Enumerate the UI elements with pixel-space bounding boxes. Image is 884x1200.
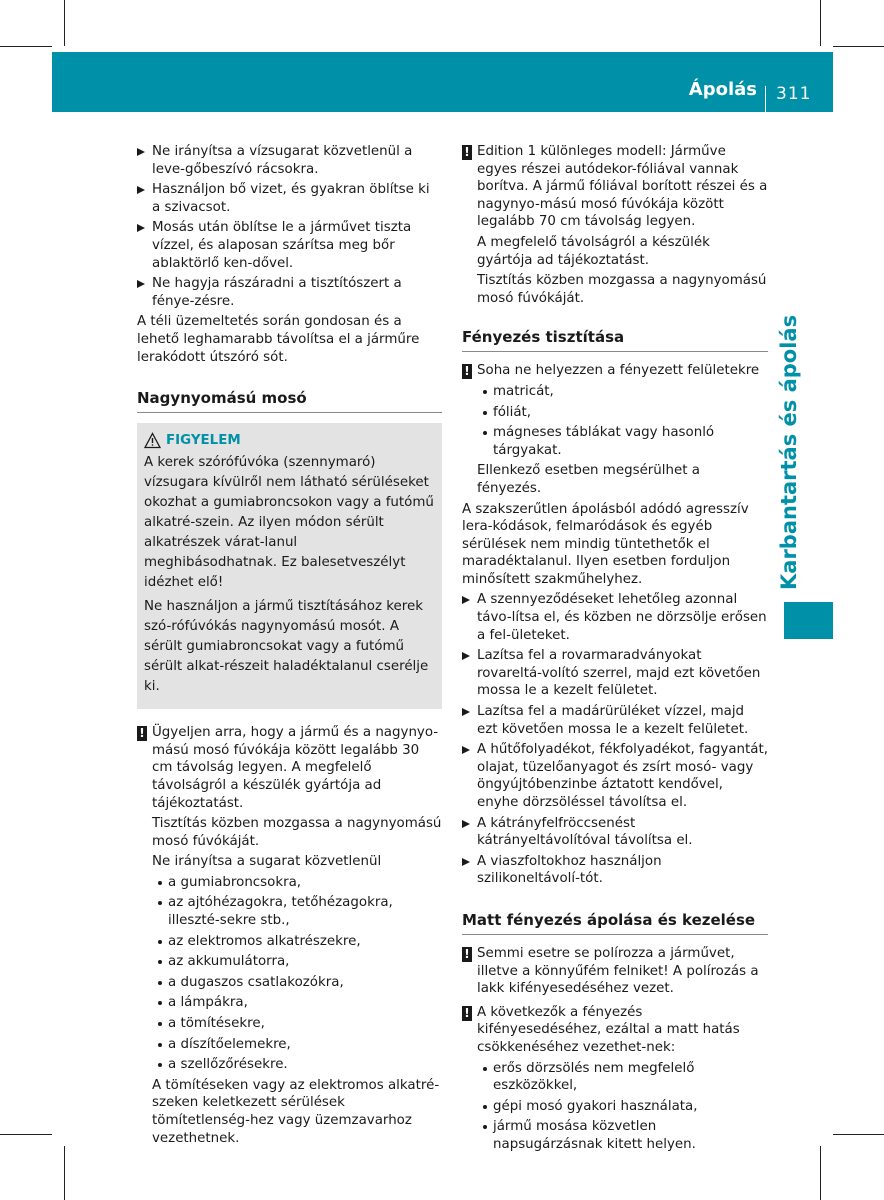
exclamation-icon: ! bbox=[462, 364, 472, 379]
triangle-bullet-icon bbox=[137, 224, 145, 232]
note-block: ! Edition 1 különleges modell: Járműve egyes részei autódekor-fóliával vannak borítva. A jármű fóliával borított részei és a nagynyo-mású mosó fúvókája között legalább 70 cm távolság legyen. A megfelelő távolságról a készülék gyártója ad tájékoztatást. Tisztítás közben mozgassa a nagynyomású mosó fúvókáját. bbox=[462, 143, 768, 307]
crop-mark bbox=[64, 0, 65, 46]
crop-mark bbox=[833, 46, 884, 47]
warning-label: FIGYELEM bbox=[166, 433, 241, 449]
exclamation-icon: ! bbox=[462, 1006, 472, 1021]
bullet-dot-icon bbox=[483, 390, 487, 394]
bullet-dot-icon bbox=[483, 411, 487, 415]
bullet-dot-icon bbox=[158, 1043, 162, 1047]
list-item: A hűtőfolyadékot, fékfolyadékot, fagyantát, olajat, tüzelőanyagot és zsírt mosó- vagy öngyújtóbenzinbe áztatott kendővel, enyhe dörzsöléssel távolítsa el. bbox=[462, 741, 768, 811]
page-number: 311 bbox=[776, 84, 812, 104]
list-item: Ne irányítsa a vízsugarat közvetlenül a leve-gőbeszívó rácsokra. bbox=[137, 143, 442, 178]
list-item: matricát, bbox=[462, 383, 768, 401]
triangle-bullet-icon bbox=[462, 708, 470, 716]
list-item: Mosás után öblítse le a járművet tiszta vízzel, és alaposan szárítsa meg bőr ablaktörlő ken-dővel. bbox=[137, 219, 442, 272]
list-item: gépi mosó gyakori használata, bbox=[462, 1098, 768, 1116]
bullet-dot-icon bbox=[158, 1063, 162, 1067]
page-header bbox=[52, 52, 833, 112]
warning-text: A kerek szórófúvóka (szennymaró) vízsugara kívülről nem látható sérüléseket okozhat a gumiabroncsokon vagy a futómű alkatré-szein. Az ilyen módon sérült alkatrészek várat-lanul meghibásodhatnak. Ez balesetveszélyt idézhet elő! bbox=[144, 455, 434, 591]
section-heading: Matt fényezés ápolása és kezelése bbox=[462, 910, 768, 935]
triangle-bullet-icon bbox=[137, 280, 145, 288]
note-block: ! Soha ne helyezzen a fényezett felületekre bbox=[462, 362, 768, 380]
exclamation-icon: ! bbox=[462, 145, 472, 160]
bullet-dot-icon bbox=[483, 1105, 487, 1109]
header-divider bbox=[765, 86, 766, 112]
section-heading: Fényezés tisztítása bbox=[462, 327, 768, 352]
list-item: az elektromos alkatrészekre, bbox=[137, 933, 442, 951]
crop-mark bbox=[820, 1146, 821, 1200]
bullet-dot-icon bbox=[158, 940, 162, 944]
crop-mark bbox=[64, 1146, 65, 1200]
list-item: jármű mosása közvetlen napsugárzásnak kitett helyen. bbox=[462, 1118, 768, 1153]
closing-paragraph: A tömítéseken vagy az elektromos alkatré-szeken keletkezett sérülések tömítetlenség-hez vagy üzemzavarhoz vezethetnek. bbox=[152, 1077, 440, 1146]
left-column bbox=[137, 143, 442, 1150]
exclamation-icon: ! bbox=[137, 726, 147, 741]
list-item: a lámpákra, bbox=[137, 994, 442, 1012]
right-column bbox=[462, 143, 768, 1157]
list-item: Ne hagyja rászáradni a tisztítószert a fénye-zésre. bbox=[137, 275, 442, 310]
list-item: Lazítsa fel a rovarmaradványokat rovareltá-volító szerrel, majd ezt követően mossa le a kezelt felületet. bbox=[462, 647, 768, 700]
triangle-bullet-icon bbox=[137, 186, 145, 194]
triangle-bullet-icon bbox=[462, 746, 470, 754]
list-item: Használjon bő vizet, és gyakran öblítse ki a szivacsot. bbox=[137, 181, 442, 216]
note-block: ! Ügyeljen arra, hogy a jármű és a nagynyo-mású mosó fúvókája között legalább 30 cm távolság legyen. A megfelelő távolságról a készülék gyártója ad tájékoztatást. Tisztítás közben mozgassa a nagynyomású mosó fúvókáját. Ne irányítsa a sugarat közvetlenül bbox=[137, 724, 442, 871]
list-item: a tömítésekre, bbox=[137, 1015, 442, 1033]
list-item: erős dörzsölés nem megfelelő eszközökkel, bbox=[462, 1060, 768, 1095]
warning-text: Ne használjon a jármű tisztításához kerek szó-rófúvókás nagynyomású mosót. A sérült gumiabroncsokat vagy a futómű sérült alkat-részeit haladéktalanul cserélje ki. bbox=[144, 599, 429, 695]
bullet-dot-icon bbox=[158, 1022, 162, 1026]
crop-mark bbox=[820, 0, 821, 46]
list-item: a szellőzőrésekre. bbox=[137, 1056, 442, 1074]
triangle-bullet-icon bbox=[462, 858, 470, 866]
bullet-dot-icon bbox=[483, 431, 487, 435]
page-title: Ápolás bbox=[688, 79, 757, 100]
list-item: Lazítsa fel a madárürüléket vízzel, majd ezt követően mossa le a kezelt felületet. bbox=[462, 703, 768, 738]
triangle-bullet-icon bbox=[137, 148, 145, 156]
list-item: az akkumulátorra, bbox=[137, 953, 442, 971]
bullet-dot-icon bbox=[158, 881, 162, 885]
triangle-bullet-icon bbox=[462, 596, 470, 604]
crop-mark bbox=[833, 1134, 884, 1135]
damage-paragraph: A szakszerűtlen ápolásból adódó agresszív lera-kódások, felmaródások és egyéb sérülések nem mindig tüntethetők el maradéktalanul. Ilyen esetben forduljon minősített szakműhelyhez. bbox=[462, 501, 749, 587]
warning-header bbox=[144, 431, 434, 451]
warning-box bbox=[137, 423, 442, 709]
bullet-dot-icon bbox=[158, 981, 162, 985]
note-block: ! A következők a fényezés kifényesedéséhez, ezáltal a matt hatás csökkenéséhez vezethet-nek: bbox=[462, 1004, 768, 1057]
winter-paragraph: A téli üzemeltetés során gondosan és a lehető leghamarabb távolítsa el a járműre lerakódott útszóró sót. bbox=[137, 314, 420, 365]
list-item: a díszítőelemekre, bbox=[137, 1036, 442, 1054]
chapter-tab-marker bbox=[784, 602, 833, 639]
bullet-dot-icon bbox=[158, 1001, 162, 1005]
list-item: A kátrányfelfröccsenést kátrányeltávolítóval távolítsa el. bbox=[462, 815, 768, 850]
note-block: ! Semmi esetre se polírozza a járművet, illetve a könnyűfém felniket! A polírozás a lakk kifényesedéséhez vezet. bbox=[462, 945, 768, 998]
bullet-dot-icon bbox=[158, 960, 162, 964]
bullet-dot-icon bbox=[483, 1125, 487, 1129]
list-item: a dugaszos csatlakozókra, bbox=[137, 974, 442, 992]
list-item: mágneses táblákat vagy hasonló tárgyakat. bbox=[462, 424, 768, 459]
paint-warning-text: Ellenkező esetben megsérülhet a fényezés. bbox=[477, 463, 700, 496]
chapter-side-tab: Karbantartás és ápolás bbox=[777, 314, 801, 590]
list-item: A viaszfoltokhoz használjon szilikoneltávolí-tót. bbox=[462, 853, 768, 888]
exclamation-icon: ! bbox=[462, 947, 472, 962]
triangle-bullet-icon bbox=[462, 652, 470, 660]
crop-mark bbox=[0, 46, 52, 47]
list-item: fóliát, bbox=[462, 404, 768, 422]
section-heading: Nagynyomású mosó bbox=[137, 388, 442, 413]
bullet-dot-icon bbox=[483, 1067, 487, 1071]
crop-mark bbox=[0, 1134, 52, 1135]
triangle-bullet-icon bbox=[462, 820, 470, 828]
list-item: a gumiabroncsokra, bbox=[137, 874, 442, 892]
list-item: az ajtóhézagokra, tetőhézagokra, illeszté-sekre stb., bbox=[137, 894, 442, 929]
warning-triangle-icon bbox=[144, 432, 161, 449]
bullet-dot-icon bbox=[158, 901, 162, 905]
list-item: A szennyeződéseket lehetőleg azonnal távo-lítsa el, és közben ne dörzsölje erősen a fel-ületeket. bbox=[462, 591, 768, 644]
